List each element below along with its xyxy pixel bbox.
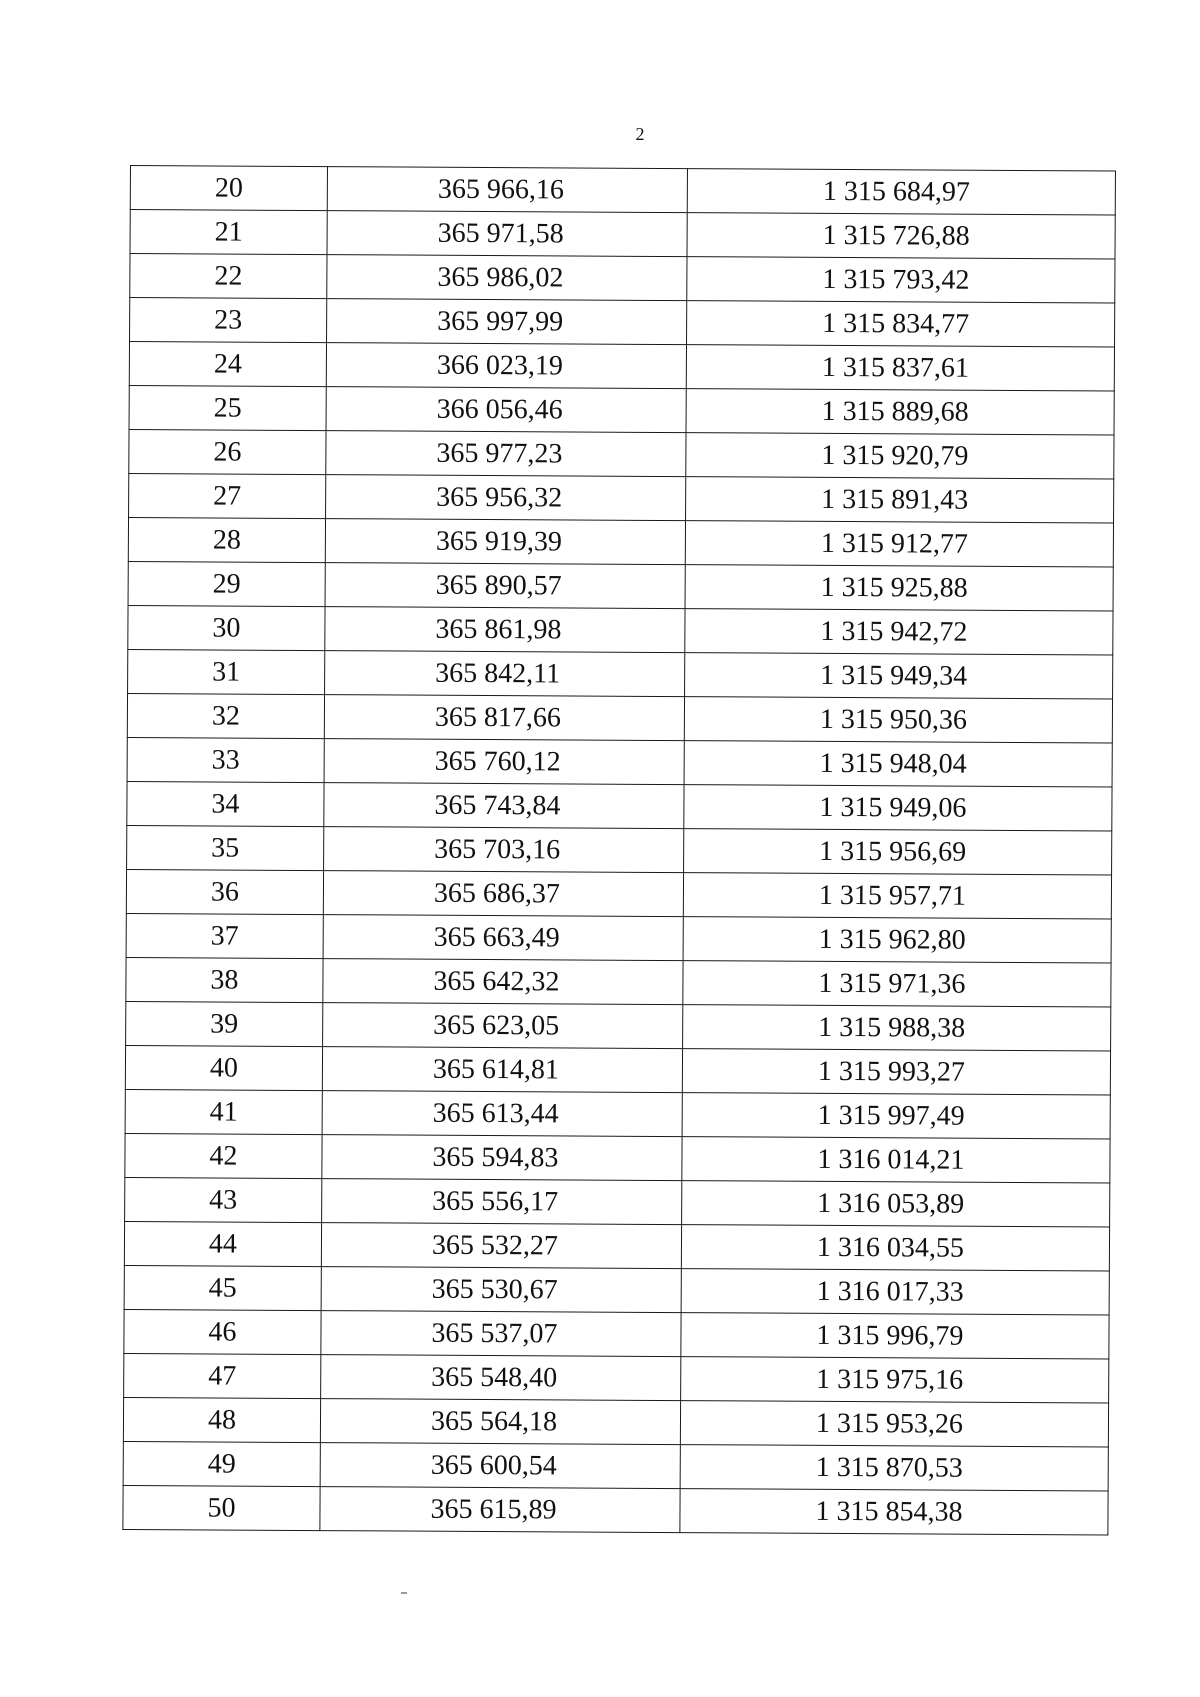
- table-row: [130, 210, 1115, 260]
- y-coordinate-cell: 1 315 920,79: [686, 433, 1114, 479]
- x-coordinate-cell: 365 703,16: [324, 827, 684, 873]
- point-number-cell: 35: [127, 825, 324, 870]
- y-coordinate-cell: 1 315 962,80: [683, 917, 1111, 963]
- y-coordinate-cell: 1 315 956,69: [684, 829, 1112, 875]
- x-coordinate-cell: 365 613,44: [322, 1091, 682, 1137]
- table-row: [124, 1221, 1109, 1271]
- table-row: [129, 385, 1114, 435]
- point-number-cell: 34: [127, 781, 324, 826]
- table-row: [123, 1485, 1108, 1535]
- point-number-cell: 33: [127, 737, 324, 782]
- y-coordinate-cell: 1 316 053,89: [682, 1181, 1110, 1227]
- table-row: [125, 1133, 1110, 1183]
- y-coordinate-cell: 1 316 017,33: [681, 1269, 1109, 1315]
- point-number-cell: 26: [129, 429, 326, 474]
- x-coordinate-cell: 365 971,58: [327, 211, 687, 257]
- scan-artifact: [401, 1592, 407, 1594]
- point-number-cell: 46: [124, 1309, 321, 1354]
- x-coordinate-cell: 365 614,81: [322, 1047, 682, 1093]
- x-coordinate-cell: 365 817,66: [324, 695, 684, 741]
- point-number-cell: 21: [130, 210, 327, 255]
- point-number-cell: 37: [126, 913, 323, 958]
- table-row: [123, 1397, 1108, 1447]
- table-row: [128, 517, 1113, 567]
- x-coordinate-cell: 365 956,32: [326, 475, 686, 521]
- x-coordinate-cell: 366 056,46: [326, 387, 686, 433]
- point-number-cell: 40: [125, 1045, 322, 1090]
- point-number-cell: 50: [123, 1485, 320, 1530]
- x-coordinate-cell: 365 615,89: [320, 1487, 680, 1533]
- y-coordinate-cell: 1 315 957,71: [683, 873, 1111, 919]
- y-coordinate-cell: 1 315 834,77: [687, 301, 1115, 347]
- point-number-cell: 47: [124, 1353, 321, 1398]
- table-row: [126, 1001, 1111, 1051]
- y-coordinate-cell: 1 316 014,21: [682, 1137, 1110, 1183]
- y-coordinate-cell: 1 315 948,04: [684, 741, 1112, 787]
- y-coordinate-cell: 1 315 837,61: [686, 345, 1114, 391]
- y-coordinate-cell: 1 315 949,34: [685, 653, 1113, 699]
- x-coordinate-cell: 365 564,18: [320, 1399, 680, 1445]
- y-coordinate-cell: 1 315 793,42: [687, 257, 1115, 303]
- table-row: [127, 737, 1112, 787]
- table-row: [128, 561, 1113, 611]
- table-row: [125, 1177, 1110, 1227]
- coordinates-table-body: [123, 166, 1116, 1535]
- y-coordinate-cell: 1 315 942,72: [685, 609, 1113, 655]
- y-coordinate-cell: 1 315 949,06: [684, 785, 1112, 831]
- y-coordinate-cell: 1 315 993,27: [682, 1049, 1110, 1095]
- point-number-cell: 28: [128, 517, 325, 562]
- point-number-cell: 38: [126, 957, 323, 1002]
- x-coordinate-cell: 365 977,23: [326, 431, 686, 477]
- x-coordinate-cell: 365 919,39: [325, 519, 685, 565]
- table-row: [126, 913, 1111, 963]
- table-row: [130, 254, 1115, 304]
- table-row: [128, 649, 1113, 699]
- y-coordinate-cell: 1 315 870,53: [680, 1445, 1108, 1491]
- point-number-cell: 27: [129, 473, 326, 518]
- y-coordinate-cell: 1 316 034,55: [681, 1225, 1109, 1271]
- y-coordinate-cell: 1 315 854,38: [680, 1489, 1108, 1535]
- table-row: [129, 473, 1114, 523]
- table-row: [125, 1045, 1110, 1095]
- x-coordinate-cell: 365 986,02: [327, 255, 687, 301]
- x-coordinate-cell: 365 530,67: [321, 1267, 681, 1313]
- x-coordinate-cell: 365 537,07: [321, 1311, 681, 1357]
- table-row: [124, 1353, 1109, 1403]
- table-row: [123, 1441, 1108, 1491]
- x-coordinate-cell: 365 686,37: [323, 871, 683, 917]
- point-number-cell: 42: [125, 1133, 322, 1178]
- x-coordinate-cell: 365 997,99: [327, 299, 687, 345]
- table-row: [128, 605, 1113, 655]
- y-coordinate-cell: 1 315 912,77: [685, 521, 1113, 567]
- point-number-cell: 36: [126, 869, 323, 914]
- table-row: [124, 1309, 1109, 1359]
- point-number-cell: 29: [128, 561, 325, 606]
- point-number-cell: 41: [125, 1089, 322, 1134]
- point-number-cell: 48: [123, 1397, 320, 1442]
- point-number-cell: 30: [128, 605, 325, 650]
- y-coordinate-cell: 1 315 726,88: [687, 213, 1115, 259]
- x-coordinate-cell: 365 642,32: [323, 959, 683, 1005]
- x-coordinate-cell: 365 760,12: [324, 739, 684, 785]
- y-coordinate-cell: 1 315 996,79: [681, 1313, 1109, 1359]
- point-number-cell: 24: [129, 342, 326, 387]
- coordinates-table: [122, 165, 1116, 1535]
- y-coordinate-cell: 1 315 950,36: [684, 697, 1112, 743]
- point-number-cell: 20: [130, 166, 327, 211]
- table-row: [127, 693, 1112, 743]
- x-coordinate-cell: 365 966,16: [327, 167, 687, 213]
- y-coordinate-cell: 1 315 889,68: [686, 389, 1114, 435]
- x-coordinate-cell: 366 023,19: [326, 343, 686, 389]
- x-coordinate-cell: 365 861,98: [325, 607, 685, 653]
- x-coordinate-cell: 365 594,83: [322, 1135, 682, 1181]
- point-number-cell: 44: [124, 1221, 321, 1266]
- point-number-cell: 23: [130, 298, 327, 343]
- point-number-cell: 25: [129, 385, 326, 430]
- y-coordinate-cell: 1 315 975,16: [681, 1357, 1109, 1403]
- x-coordinate-cell: 365 842,11: [325, 651, 685, 697]
- x-coordinate-cell: 365 532,27: [321, 1223, 681, 1269]
- point-number-cell: 49: [123, 1441, 320, 1486]
- x-coordinate-cell: 365 663,49: [323, 915, 683, 961]
- y-coordinate-cell: 1 315 997,49: [682, 1093, 1110, 1139]
- table-row: [126, 957, 1111, 1007]
- table-row: [125, 1089, 1110, 1139]
- point-number-cell: 31: [128, 649, 325, 694]
- table-row: [129, 342, 1114, 392]
- coordinates-table-wrapper: [122, 165, 1114, 1535]
- table-row: [130, 166, 1115, 216]
- point-number-cell: 45: [124, 1265, 321, 1310]
- table-row: [124, 1265, 1109, 1315]
- x-coordinate-cell: 365 556,17: [322, 1179, 682, 1225]
- point-number-cell: 39: [126, 1001, 323, 1046]
- x-coordinate-cell: 365 890,57: [325, 563, 685, 609]
- point-number-cell: 22: [130, 254, 327, 299]
- x-coordinate-cell: 365 743,84: [324, 783, 684, 829]
- x-coordinate-cell: 365 548,40: [321, 1355, 681, 1401]
- point-number-cell: 32: [127, 693, 324, 738]
- page-number: 2: [635, 124, 645, 144]
- table-row: [130, 298, 1115, 348]
- table-row: [127, 781, 1112, 831]
- table-row: [129, 429, 1114, 479]
- y-coordinate-cell: 1 315 684,97: [687, 169, 1115, 215]
- y-coordinate-cell: 1 315 971,36: [683, 961, 1111, 1007]
- y-coordinate-cell: 1 315 953,26: [680, 1401, 1108, 1447]
- y-coordinate-cell: 1 315 891,43: [686, 477, 1114, 523]
- y-coordinate-cell: 1 315 988,38: [683, 1005, 1111, 1051]
- point-number-cell: 43: [125, 1177, 322, 1222]
- y-coordinate-cell: 1 315 925,88: [685, 565, 1113, 611]
- x-coordinate-cell: 365 600,54: [320, 1443, 680, 1489]
- table-row: [127, 825, 1112, 875]
- x-coordinate-cell: 365 623,05: [323, 1003, 683, 1049]
- table-row: [126, 869, 1111, 919]
